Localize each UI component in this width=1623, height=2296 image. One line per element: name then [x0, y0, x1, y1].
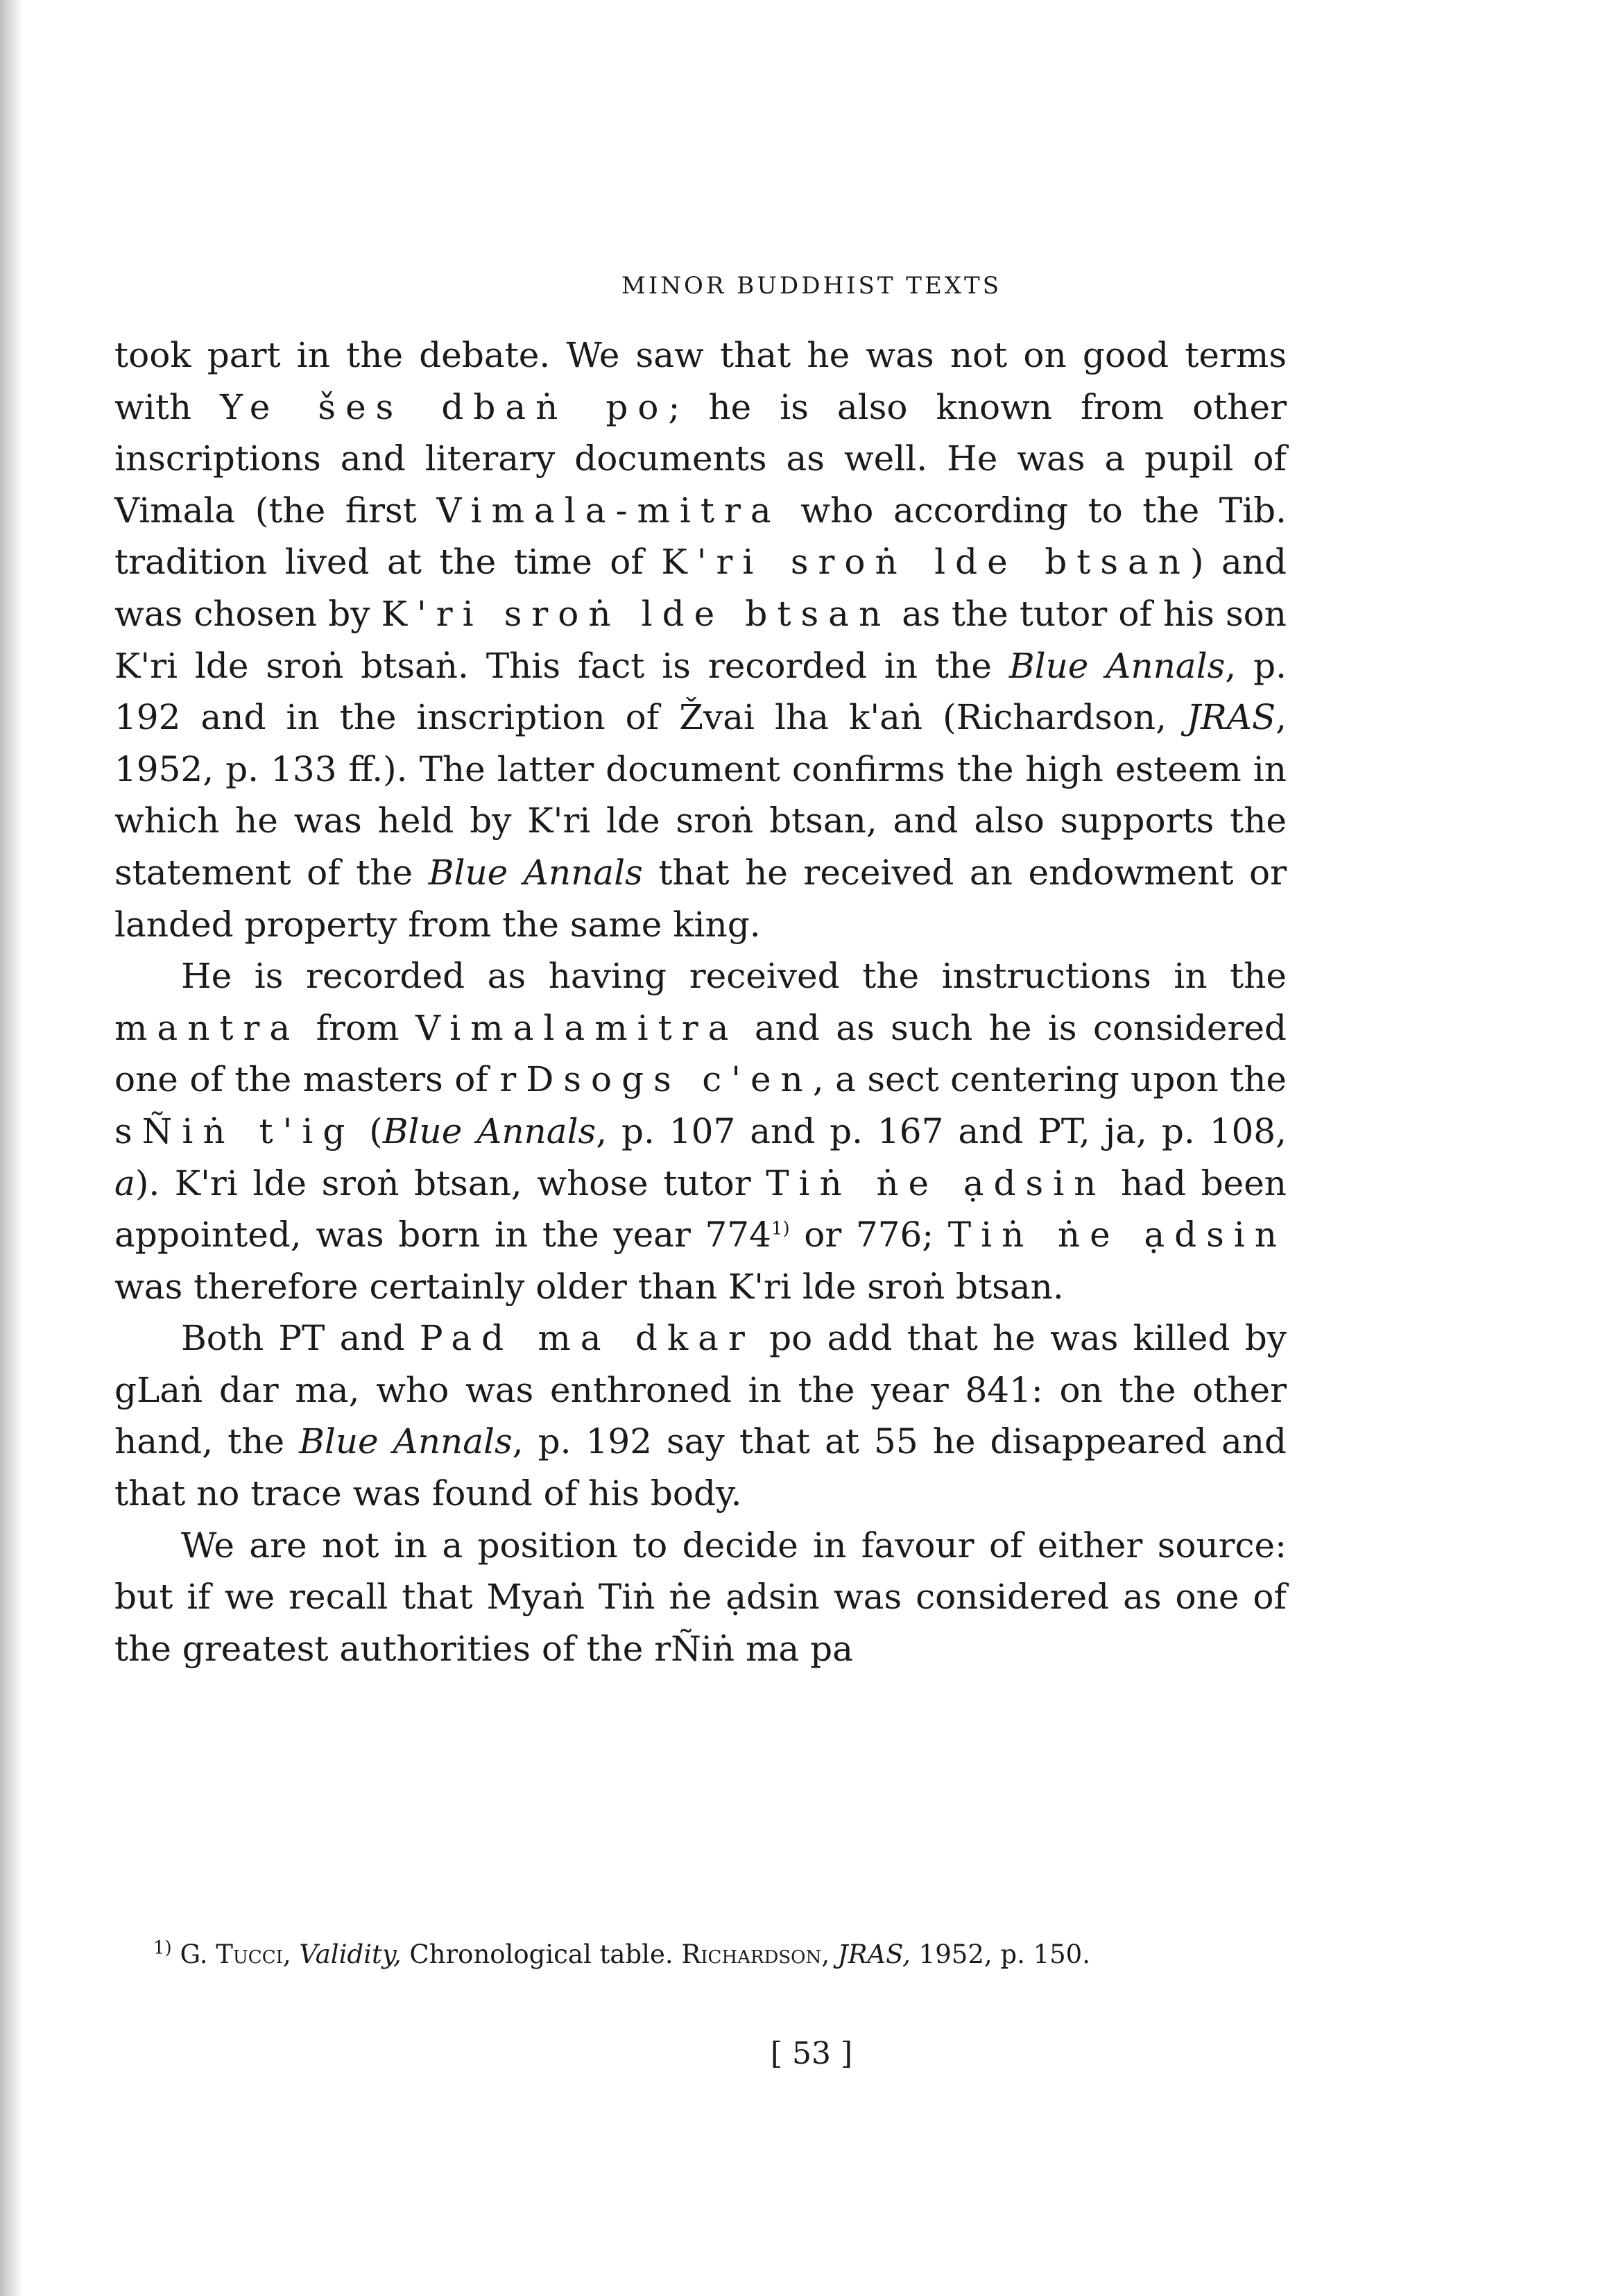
footnote-author: G. Tucci, — [180, 1939, 291, 1969]
text-run: We are not in a position to decide in favour of either source: but if we recall that Myaṅ Tiṅ ṅe ạdsin was considered as one of the greatest authorities of the rÑiṅ ma pa — [114, 1525, 1287, 1669]
running-head: MINOR BUDDHIST TEXTS — [621, 272, 1002, 300]
text-run: who according to the Tib. tradition lived at the time of — [114, 490, 1287, 583]
text-run: ). K'ri lde sroṅ btsan, whose tutor — [135, 1163, 766, 1203]
spaced-name: Pad ma dkar — [419, 1318, 755, 1359]
italic-title: JRAS — [1187, 697, 1276, 738]
spaced-name: Vimalamitra — [415, 1007, 739, 1048]
spaced-name: Vimala-mitra — [436, 490, 781, 531]
text-run: as the tutor of his son K'ri lde sroṅ btsaṅ. This fact is recorded in the — [114, 593, 1287, 686]
page-edge-shadow — [0, 0, 24, 2296]
text-run: , a sect centering upon the — [812, 1059, 1287, 1100]
italic-title: Blue Annals — [382, 1111, 596, 1151]
text-run: was therefore certainly older than K'ri lde sroṅ btsan. — [114, 1266, 1064, 1307]
footnote-author: Richardson, — [681, 1939, 830, 1969]
text-run: ; he is also known from other inscriptions and literary documents as well. He was a pupil of Vimala (the first — [114, 386, 1287, 531]
text-run: , p. 192 say that at 55 he disappeared and that no trace was found of his body. — [114, 1421, 1287, 1514]
text-run: or 776; — [789, 1215, 948, 1256]
footnote-title: Validity, — [299, 1939, 402, 1969]
main-text — [114, 329, 1287, 1674]
text-run: , p. 107 and p. 167 and PT, ja, p. 108, — [596, 1111, 1287, 1151]
spaced-name: rDsogs c'en — [499, 1059, 813, 1100]
paragraph-2 — [114, 950, 1287, 1312]
footnote-text — [114, 1935, 1287, 1974]
text-run: and as such he is considered one of the masters of — [114, 1007, 1287, 1100]
footnote-journal: JRAS, — [837, 1939, 911, 1969]
text-run: ) and was chosen by — [114, 542, 1287, 634]
text-run: had been appointed, was born in the year 774 — [114, 1163, 1287, 1256]
footnote-mark: 1) — [153, 1937, 172, 1959]
italic-title: Blue Annals — [299, 1421, 513, 1462]
paragraph-1 — [114, 329, 1287, 950]
italic-title: Blue Annals — [1008, 645, 1226, 686]
footnote — [114, 1935, 1287, 1974]
spaced-name: Ye šes dbaṅ po — [220, 386, 669, 427]
text-run: from — [300, 1007, 415, 1048]
paragraph-4 — [114, 1520, 1287, 1675]
text-run: po add that he was killed by gLaṅ dar ma, who was enthroned in the year 841: on the other hand, the — [114, 1318, 1287, 1462]
paragraph-3 — [114, 1312, 1287, 1519]
spaced-name: Tiṅ ṅe ạdsin — [766, 1163, 1106, 1203]
spaced-name: K'ri sroṅ lde btsan — [381, 593, 891, 634]
text-run: He is recorded as having received the instructions in the — [181, 956, 1287, 997]
spaced-name: K'ri sroṅ lde btsan — [661, 542, 1190, 583]
spaced-term: mantra — [114, 1007, 300, 1048]
italic-letter: a — [114, 1163, 135, 1203]
spaced-name: Tiṅ ṅe ạdsin — [947, 1215, 1287, 1256]
page-number: [ 53 ] — [770, 2036, 853, 2071]
footnote-reference: 1) — [771, 1218, 790, 1240]
text-run: Both PT and — [181, 1318, 420, 1359]
italic-title: Blue Annals — [428, 852, 643, 893]
text-run: that he received an endowment or landed property from the same king. — [114, 852, 1287, 945]
text-run: , p. 192 and in the inscription of Žvai lha k'aṅ (Richardson, — [114, 645, 1287, 738]
footnote-run: Chronological table. — [401, 1939, 682, 1969]
text-run: , 1952, p. 133 ff.). The latter document confirms the high esteem in which he was held by K'ri lde sroṅ btsan, and also supports the statement of the — [114, 697, 1287, 893]
text-run: took part in the debate. We saw that he was not on good terms with — [114, 335, 1287, 427]
footnote-run: 1952, p. 150. — [910, 1939, 1090, 1969]
text-run: ( — [354, 1111, 383, 1151]
spaced-name: sÑiṅ t'ig — [114, 1111, 355, 1151]
